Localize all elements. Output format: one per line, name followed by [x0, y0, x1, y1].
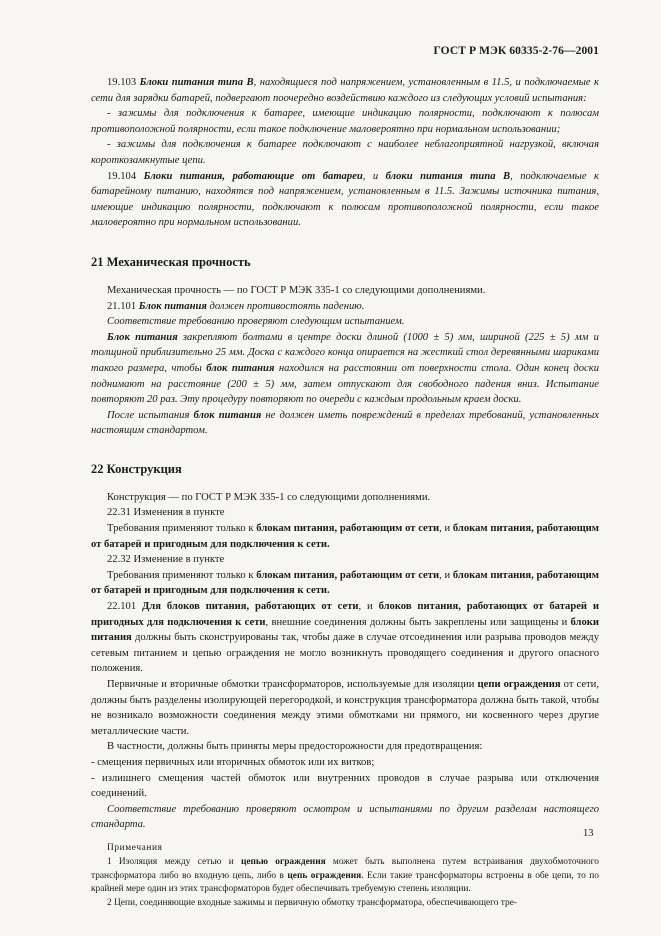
- clause-text: , подключаемые к батарейному питанию, находятся под напряжением, установленным в 11.5. Зажимы источника питания, имеющие индикацию полярности, подключают к полюсам противоположной полярности, если такое маловероятно при нормальном использовании.: [91, 170, 599, 229]
- clause-number: 19.103: [107, 77, 137, 88]
- clause-text: , и: [439, 523, 453, 535]
- bullet-item: - зажимы для подключения к батарее подключают с наиболее неблагоприятной нагрузкой, включая короткозамкнутые цепи.: [91, 139, 599, 166]
- defined-term: Для блоков питания, работающих от сети: [142, 601, 359, 613]
- page-number: 13: [583, 828, 594, 839]
- clause-text: , внешние соединения должны быть закреплены или защищены и: [265, 616, 571, 628]
- defined-term: цепью ограждения: [240, 856, 326, 867]
- section-intro: Механическая прочность — по ГОСТ Р МЭК 335-1 со следующими дополнениями.: [107, 284, 486, 296]
- clause-text: , и: [439, 569, 453, 581]
- clause-text: После испытания: [107, 409, 194, 421]
- bullet-item: - смещения первичных или вторичных обмоток или их витков;: [91, 756, 375, 768]
- clause-22-32: 22.32 Изменение в пункте: [107, 554, 225, 566]
- clause-text: Требования применяют только к: [107, 523, 257, 535]
- defined-term: блокам питания, работающим от батарей и пригодным для подключения к сети.: [91, 569, 599, 597]
- requirement-text: [91, 568, 599, 599]
- clause-text: закрепляют болтами в центре доски длиной (1000 ± 5) мм, шириной (225 ± 5) мм и толщиной приблизительно 25 мм. Доска с каждого конца опирается на жесткий стол деревянными шариками такого размера, чтобы: [91, 331, 599, 374]
- notes-title: Примечания: [107, 842, 163, 853]
- defined-term: блок питания: [193, 409, 262, 421]
- notes-block: [91, 842, 599, 911]
- clause-text: , и: [358, 601, 379, 613]
- note-2: 2 Цепи, соединяющие входные зажимы и первичную обмотку трансформатора, обеспечивающего тре-: [107, 898, 517, 909]
- clause-19-104: [91, 169, 599, 231]
- section-heading-21: 21 Механическая прочность: [91, 254, 251, 269]
- clause-21-101: [91, 299, 599, 315]
- transformer-requirement: [91, 677, 599, 739]
- defined-term: цепи ограждения: [477, 679, 561, 690]
- clause-19-103: [91, 75, 599, 106]
- defined-term: Блоки питания типа В: [139, 77, 254, 88]
- clause-number: 21.101: [107, 300, 137, 312]
- note-text: . Если такие трансформаторы встроены в обе цепи, то по крайней мере один из этих трансформаторов будет обеспечивать требуемую степень изоляции.: [91, 870, 599, 895]
- page-body: [91, 75, 599, 911]
- clause-text: Требования применяют только к: [107, 569, 257, 581]
- compliance-check: Соответствие требованию проверяют следующим испытанием.: [107, 316, 405, 328]
- clause-text: от сети, должны быть разделены изолирующей перегородкой, и конструкция трансформатора должна быть такой, чтобы не возникало возможности соединения между этими обмотками ни прямого, ни косвенного через другие металлические части.: [91, 679, 599, 737]
- defined-term: блоки питания: [91, 616, 599, 644]
- defined-term: Блок питания: [107, 331, 178, 343]
- clause-number: 22.101: [107, 601, 137, 613]
- test-result: [91, 408, 599, 439]
- clause-text: , находящиеся под напряжением, установленным в 11.5, и подключаемые к сети для зарядки батарей, подвергают поочередно воздействию каждого из следующих условий испытания:: [91, 77, 599, 104]
- test-description: [91, 330, 599, 408]
- clause-text: должны быть сконструированы так, чтобы даже в случае отсоединения или разрыва проводов между сетевым питанием и цепью ограждения не могло возникнуть проводящего соединения и другого опасного положения.: [91, 632, 599, 675]
- compliance-check: Соответствие требованию проверяют осмотром и испытаниями по другим разделам настоящего стандарта.: [91, 803, 599, 831]
- section-heading-22: 22 Конструкция: [91, 461, 182, 476]
- defined-term: Блок питания: [138, 300, 207, 312]
- defined-term: блокам питания, работающим от батарей и пригодным для подключения к сети.: [91, 523, 599, 550]
- note-1: [91, 856, 599, 897]
- clause-text: находился на расстоянии от поверхности стола. Один конец доски поднимают на расстояние (200 ± 5) мм, затем отпускают для свободного падения вниз. Испытание повторяют 20 раз. Эту процедуру повторяют по очереди с каждым продольным краем доски.: [91, 362, 599, 406]
- defined-term: цепь ограждения: [287, 870, 362, 881]
- clause-text: Первичные и вторичные обмотки трансформаторов, используемые для изоляции: [107, 679, 478, 690]
- clause-number: 19.104: [107, 170, 137, 182]
- requirement-text: [91, 521, 599, 552]
- clause-22-101: [91, 599, 599, 677]
- defined-term: блок питания: [206, 362, 275, 374]
- bullet-item: - излишнего смещения частей обмоток или внутренних проводов в случае разрыва или отключения соединений.: [91, 772, 599, 800]
- precaution-intro: В частности, должны быть приняты меры предосторожности для предотвращения:: [107, 741, 483, 753]
- bullet-item: - зажимы для подключения к батарее, имеющие индикацию полярности, подключают к полюсам противоположной полярности, если такое подключение маловероятно при нормальном использовании;: [91, 108, 599, 135]
- defined-term: блоки питания типа В: [385, 170, 511, 182]
- standard-code-header: ГОСТ Р МЭК 60335-2-76—2001: [433, 45, 599, 57]
- defined-term: блоков питания, работающих от батарей и пригодных для подключения к сети: [91, 601, 599, 628]
- defined-term: Блоки питания, работающие от батареи: [143, 170, 363, 182]
- defined-term: блокам питания, работающим от сети: [256, 523, 440, 535]
- defined-term: блокам питания, работающим от сети: [256, 569, 440, 581]
- clause-22-31: 22.31 Изменения в пункте: [107, 507, 225, 519]
- clause-text: , и: [362, 170, 386, 182]
- note-text: может быть выполнена путем встраивания двухобмоточного трансформатора либо во входную цепь, либо в: [91, 856, 599, 881]
- clause-text: не должен иметь повреждений в пределах требований, установленных настоящим стандартом.: [91, 409, 599, 437]
- clause-text: должен противостоять падению.: [206, 300, 365, 312]
- section-intro: Конструкция — по ГОСТ Р МЭК 335-1 со следующими дополнениями.: [107, 491, 431, 503]
- note-text: 1 Изоляция между сетью и: [107, 856, 241, 867]
